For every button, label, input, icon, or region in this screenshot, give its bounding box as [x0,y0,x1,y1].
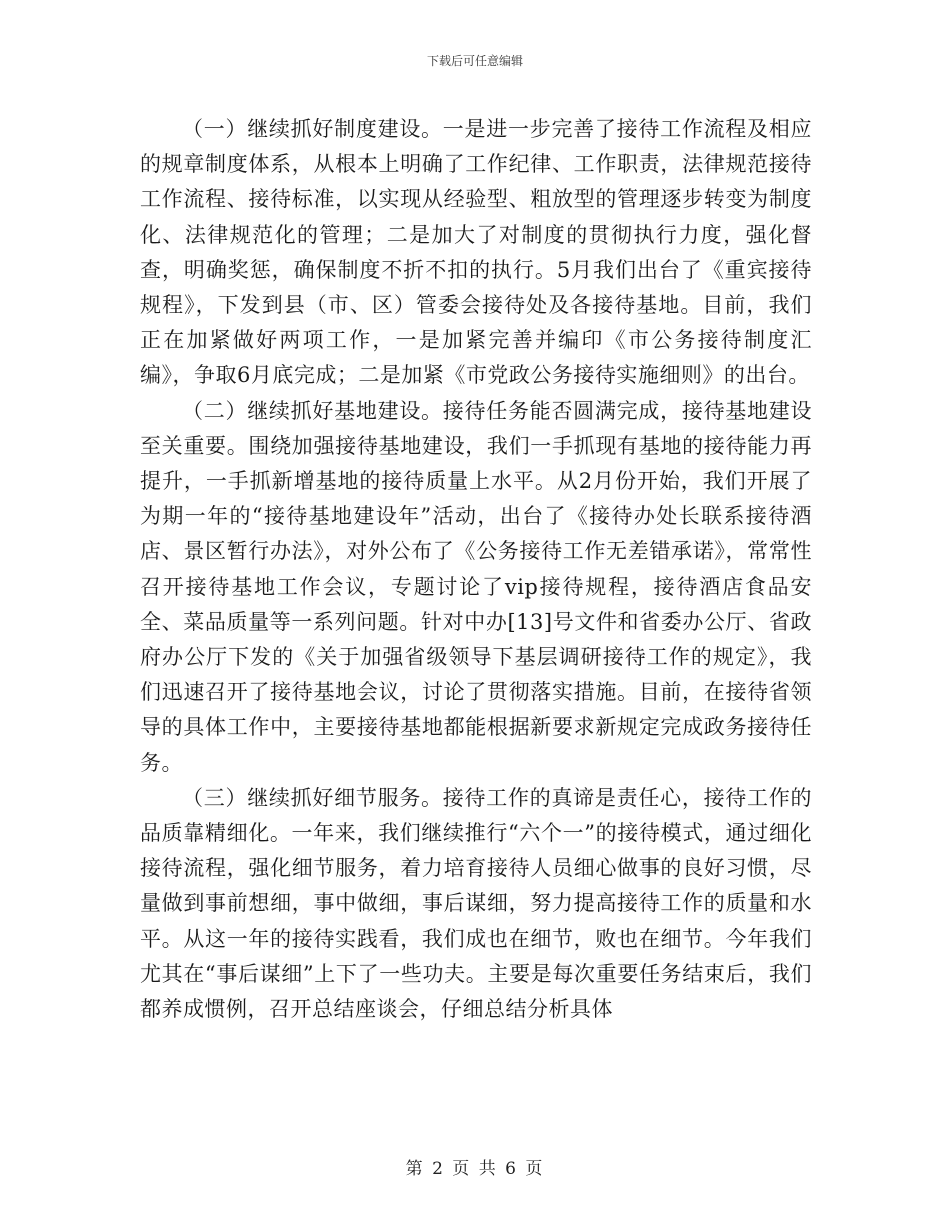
paragraph-base-building: （二）继续抓好基地建设。接待任务能否圆满完成，接待基地建设至关重要。围绕加强接待基地建设，我们一手抓现有基地的接待能力再提升，一手抓新增基地的接待质量上水平。从2月份开始，我们开展了为期一年的“接待基地建设年”活动，出台了《接待办处长联系接待酒店、景区暂行办法》，对外公布了《公务接待工作无差错承诺》，常常性召开接待基地工作会议，专题讨论了vip接待规程，接待酒店食品安全、菜品质量等一系列问题。针对中办[13]号文件和省委办公厅、省政府办公厅下发的《关于加强省级领导下基层调研接待工作的规定》，我们迅速召开了接待基地会议，讨论了贯彻落实措施。目前，在接待省领导的具体工作中，主要接待基地都能根据新要求新规定完成政务接待任务。 [140,398,812,775]
paragraph-institution-building: （一）继续抓好制度建设。一是进一步完善了接待工作流程及相应的规章制度体系，从根本上明确了工作纪律、工作职责，法律规范接待工作流程、接待标准，以实现从经验型、粗放型的管理逐步转变为制度化、法律规范化的管理；二是加大了对制度的贯彻执行力度，强化督查，明确奖惩，确保制度不折不扣的执行。5月我们出台了《重宾接待规程》，下发到县（市、区）管委会接待处及各接待基地。目前，我们正在加紧做好两项工作，一是加紧完善并编印《市公务接待制度汇编》，争取6月底完成；二是加紧《市党政公务接待实施细则》的出台。 [140,117,812,388]
page-header: 下载后可任意编辑 [426,54,523,68]
document-body [140,112,812,1027]
paragraph-detail-service: （三）继续抓好细节服务。接待工作的真谛是责任心，接待工作的品质靠精细化。一年来，我们继续推行“六个一”的接待模式，通过细化接待流程，强化细节服务，着力培育接待人员细心做事的良好习惯，尽量做到事前想细，事中做细，事后谋细，努力提高接待工作的质量和水平。从这一年的接待实践看，我们成也在细节，败也在细节。今年我们尤其在“事后谋细”上下了一些功夫。主要是每次重要任务结束后，我们都养成惯例，召开总结座谈会，仔细总结分析具体 [140,785,812,1022]
page-number-footer: 第 2 页 共 6 页 [405,1159,545,1179]
